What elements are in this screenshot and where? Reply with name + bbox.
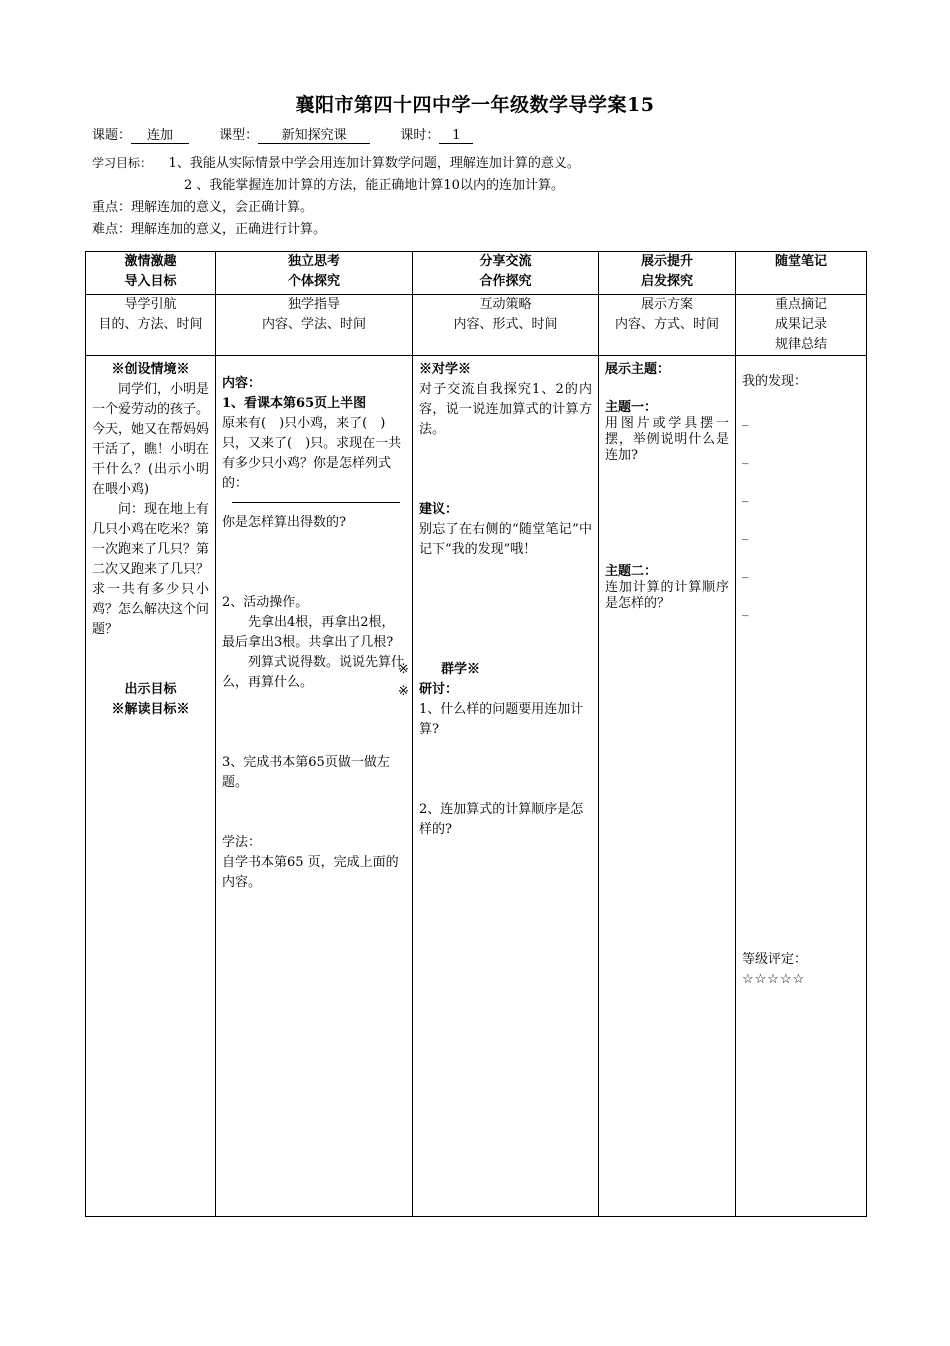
topic-label: 课题： [92,128,132,143]
goals-label: 学习目标： [92,156,153,170]
pair-study-text: 对子交流自我探究1、2的内容，说一说连加算式的计算方法。 [419,382,592,437]
type-value: 新知探究课 [258,124,370,144]
type-label: 课型： [219,128,259,143]
item-2-formula: 列算式说得数。说说先算什么，再算什么。 [222,655,405,690]
goal-1: 1、我能从实际情景中学会用连加计算数学问题，理解连加计算的意义。 [168,156,580,171]
subheader-cell: 展示方案 内容、方式、时间 [599,295,736,356]
header-row [86,252,867,295]
header-cell: 激情激趣 导入目标 [86,252,216,295]
theme-2-text: 连加计算的计算顺序是怎样的？ [605,580,729,611]
discovery-label: 我的发现： [742,374,808,389]
grade-label: 等级评定： [742,952,808,967]
presentation-theme-label: 展示主题： [605,362,671,377]
item-3-title: 3、完成书本第65页做一做左题。 [222,755,390,790]
self-study-cell [216,356,413,1217]
subheader-cell: 独学指导 内容、学法、时间 [216,295,413,356]
note-line: _ [742,564,749,579]
group-study-heading: 群学※ [441,662,481,677]
note-line: _ [742,526,749,541]
pair-study-heading: ※对学※ [419,362,472,377]
item-1-title: 1、看课本第65页上半图 [222,396,367,411]
group-mark-2: ※ [398,684,409,699]
answer-line [232,502,400,503]
header-cell: 随堂笔记 [736,252,867,295]
group-mark-1: ※ [398,662,409,677]
note-line: _ [742,412,749,427]
topic-value: 连加 [131,124,189,144]
page-title: 襄阳市第四十四中学一年级数学导学案15 [295,94,655,116]
show-goal-text: 出示目标 [124,682,177,697]
cooperation-cell [413,356,599,1217]
note-line: _ [742,450,749,465]
difficult-point: 难点：理解连加的意义，正确进行计算。 [92,222,327,237]
subheader-cell: 互动策略 内容、形式、时间 [413,295,599,356]
header-cell: 分享交流 合作探究 [413,252,599,295]
method-text: 自学书本第65 页，完成上面的内容。 [222,855,399,890]
theme-1-label: 主题一： [605,400,658,415]
presentation-cell [599,356,736,1217]
note-line: _ [742,488,749,503]
period-label: 课时： [400,128,440,143]
rating-stars: ☆☆☆☆☆ [742,972,806,987]
lesson-meta [92,124,499,144]
item-1-question: 原来有( )只小鸡，来了( )只，又来了( )只。求现在一共有多少只小鸡？你是怎样列式的： [222,416,402,491]
situation-text: 同学们，小明是一个爱劳动的孩子。今天，她又在帮妈妈干活了，瞧！小明在干什么？(出示小明在喂小鸡) [92,382,210,497]
period-value: 1 [439,128,473,144]
intro-cell [86,356,216,1217]
key-point: 重点：理解连加的意义，会正确计算。 [92,200,314,215]
suggestion-text: 别忘了在右侧的“随堂笔记”中记下“我的发现”哦！ [419,522,592,557]
lesson-table [85,251,867,1217]
note-line: _ [742,602,749,617]
question-text: 问：现在地上有几只小鸡在吃米？第一次跑来了几只？第二次又跑来了几只？求一共有多少只小鸡？怎么解决这个问题？ [92,502,210,637]
subheader-cell: 重点摘记 成果记录 规律总结 [736,295,867,356]
content-label: 内容： [222,376,262,391]
discussion-question-1: 1、什么样的问题要用连加计算? [419,702,584,737]
item-2-title: 2、活动操作。 [222,595,309,610]
subheader-row [86,295,867,356]
subheader-cell: 导学引航 目的、方法、时间 [86,295,216,356]
theme-1-text: 用图片或学具摆一摆，举例说明什么是连加? [605,416,729,463]
theme-2-label: 主题二： [605,564,658,579]
method-label: 学法： [222,835,262,850]
read-goal-text: ※解读目标※ [111,702,190,717]
discussion-question-2: 2、连加算式的计算顺序是怎样的? [419,802,584,837]
discussion-label: 研讨： [419,682,459,697]
item-2-operation: 先拿出4根，再拿出2根，最后拿出3根。共拿出了几根? [222,615,395,650]
goal-2: 2 、我能掌握连加计算的方法，能正确地计算10以内的连加计算。 [184,178,564,193]
item-1-followup: 你是怎样算出得数的? [222,515,346,530]
header-cell: 独立思考 个体探究 [216,252,413,295]
learning-goals [92,152,580,241]
header-cell: 展示提升 启发探究 [599,252,736,295]
suggestion-label: 建议： [419,502,459,517]
notes-cell [736,356,867,1217]
content-row [86,356,867,1217]
situation-heading: ※创设情境※ [111,362,190,377]
